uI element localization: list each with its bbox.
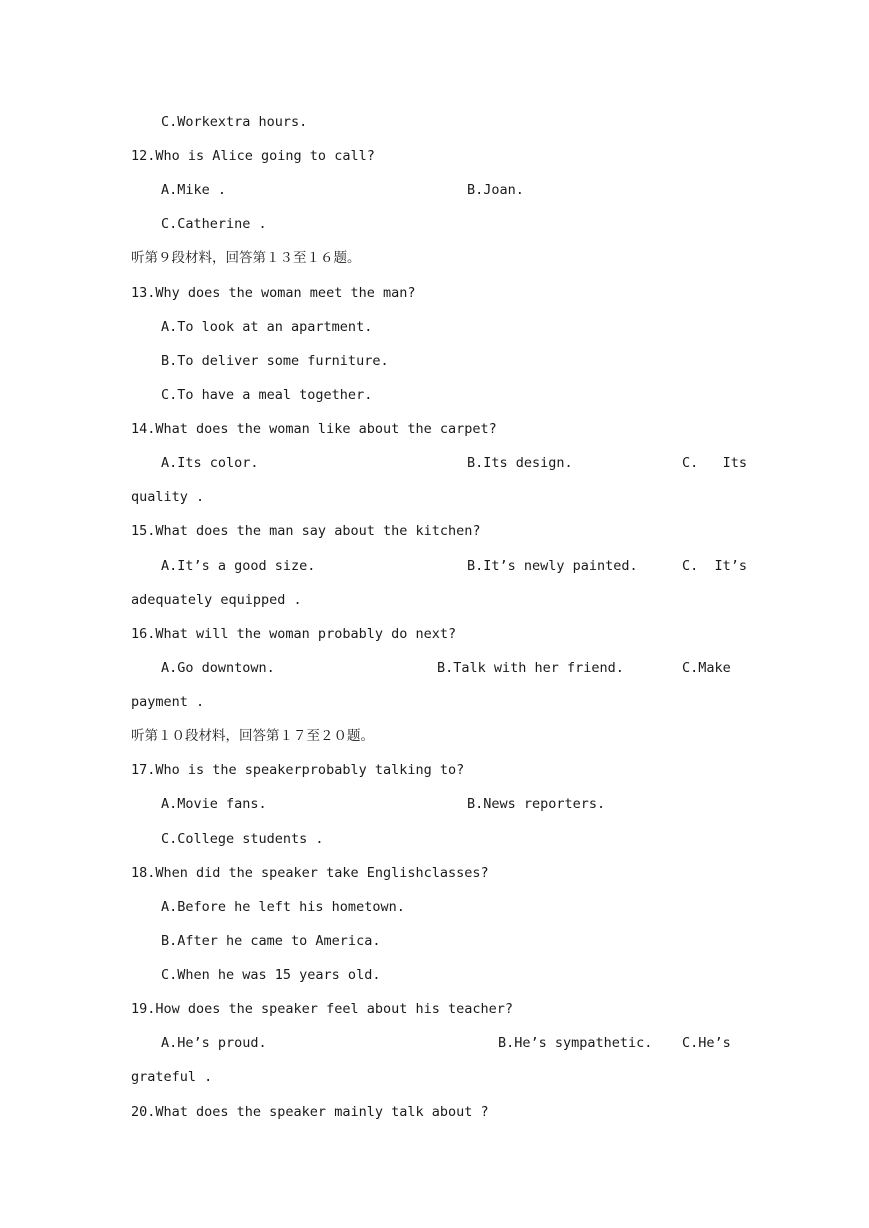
option-12b: B.Joan. <box>467 182 524 198</box>
section-instruction-10: 听第１０段材料，回答第１７至２０题。 <box>131 728 374 744</box>
option-17c: C.College students . <box>161 831 324 847</box>
question-17: 17.Who is the speakerprobably talking to? <box>131 762 465 778</box>
option-19a: A.He’s proud. <box>161 1035 267 1051</box>
question-13: 13.Why does the woman meet the man? <box>131 285 416 301</box>
question-15: 15.What does the man say about the kitchen? <box>131 523 481 539</box>
question-12: 12.Who is Alice going to call? <box>131 148 375 164</box>
question-16: 16.What will the woman probably do next? <box>131 626 457 642</box>
option-18c: C.When he was 15 years old. <box>161 967 381 983</box>
option-16c-continued: payment . <box>131 694 205 710</box>
option-13a: A.To look at an apartment. <box>161 319 373 335</box>
option-14c-continued: quality . <box>131 489 205 505</box>
option-16c: C.Make <box>682 660 731 676</box>
question-20: 20.What does the speaker mainly talk about ? <box>131 1104 489 1120</box>
option-19c-continued: grateful . <box>131 1069 213 1085</box>
option-13b: B.To deliver some furniture. <box>161 353 389 369</box>
option-17b: B.News reporters. <box>467 796 606 812</box>
option-15b: B.It’s newly painted. <box>467 558 638 574</box>
option-12a: A.Mike . <box>161 182 227 198</box>
option-16a: A.Go downtown. <box>161 660 275 676</box>
option-12c: C.Catherine . <box>161 216 267 232</box>
option-11c: C.Workextra hours. <box>161 114 308 130</box>
option-19c: C.He’s <box>682 1035 731 1051</box>
option-15c: C. It’s <box>682 558 748 574</box>
option-13c: C.To have a meal together. <box>161 387 373 403</box>
option-15c-continued: adequately equipped . <box>131 592 302 608</box>
option-14b: B.Its design. <box>467 455 573 471</box>
option-17a: A.Movie fans. <box>161 796 267 812</box>
option-16b: B.Talk with her friend. <box>437 660 624 676</box>
option-19b: B.He’s sympathetic. <box>498 1035 653 1051</box>
option-15a: A.It’s a good size. <box>161 558 316 574</box>
option-14c: C. Its <box>682 455 748 471</box>
section-instruction-9: 听第９段材料，回答第１３至１６题。 <box>131 250 361 266</box>
option-18b: B.After he came to America. <box>161 933 381 949</box>
option-18a: A.Before he left his hometown. <box>161 899 405 915</box>
question-14: 14.What does the woman like about the carpet? <box>131 421 497 437</box>
question-18: 18.When did the speaker take Englishclasses? <box>131 865 489 881</box>
option-14a: A.Its color. <box>161 455 259 471</box>
question-19: 19.How does the speaker feel about his teacher? <box>131 1001 514 1017</box>
